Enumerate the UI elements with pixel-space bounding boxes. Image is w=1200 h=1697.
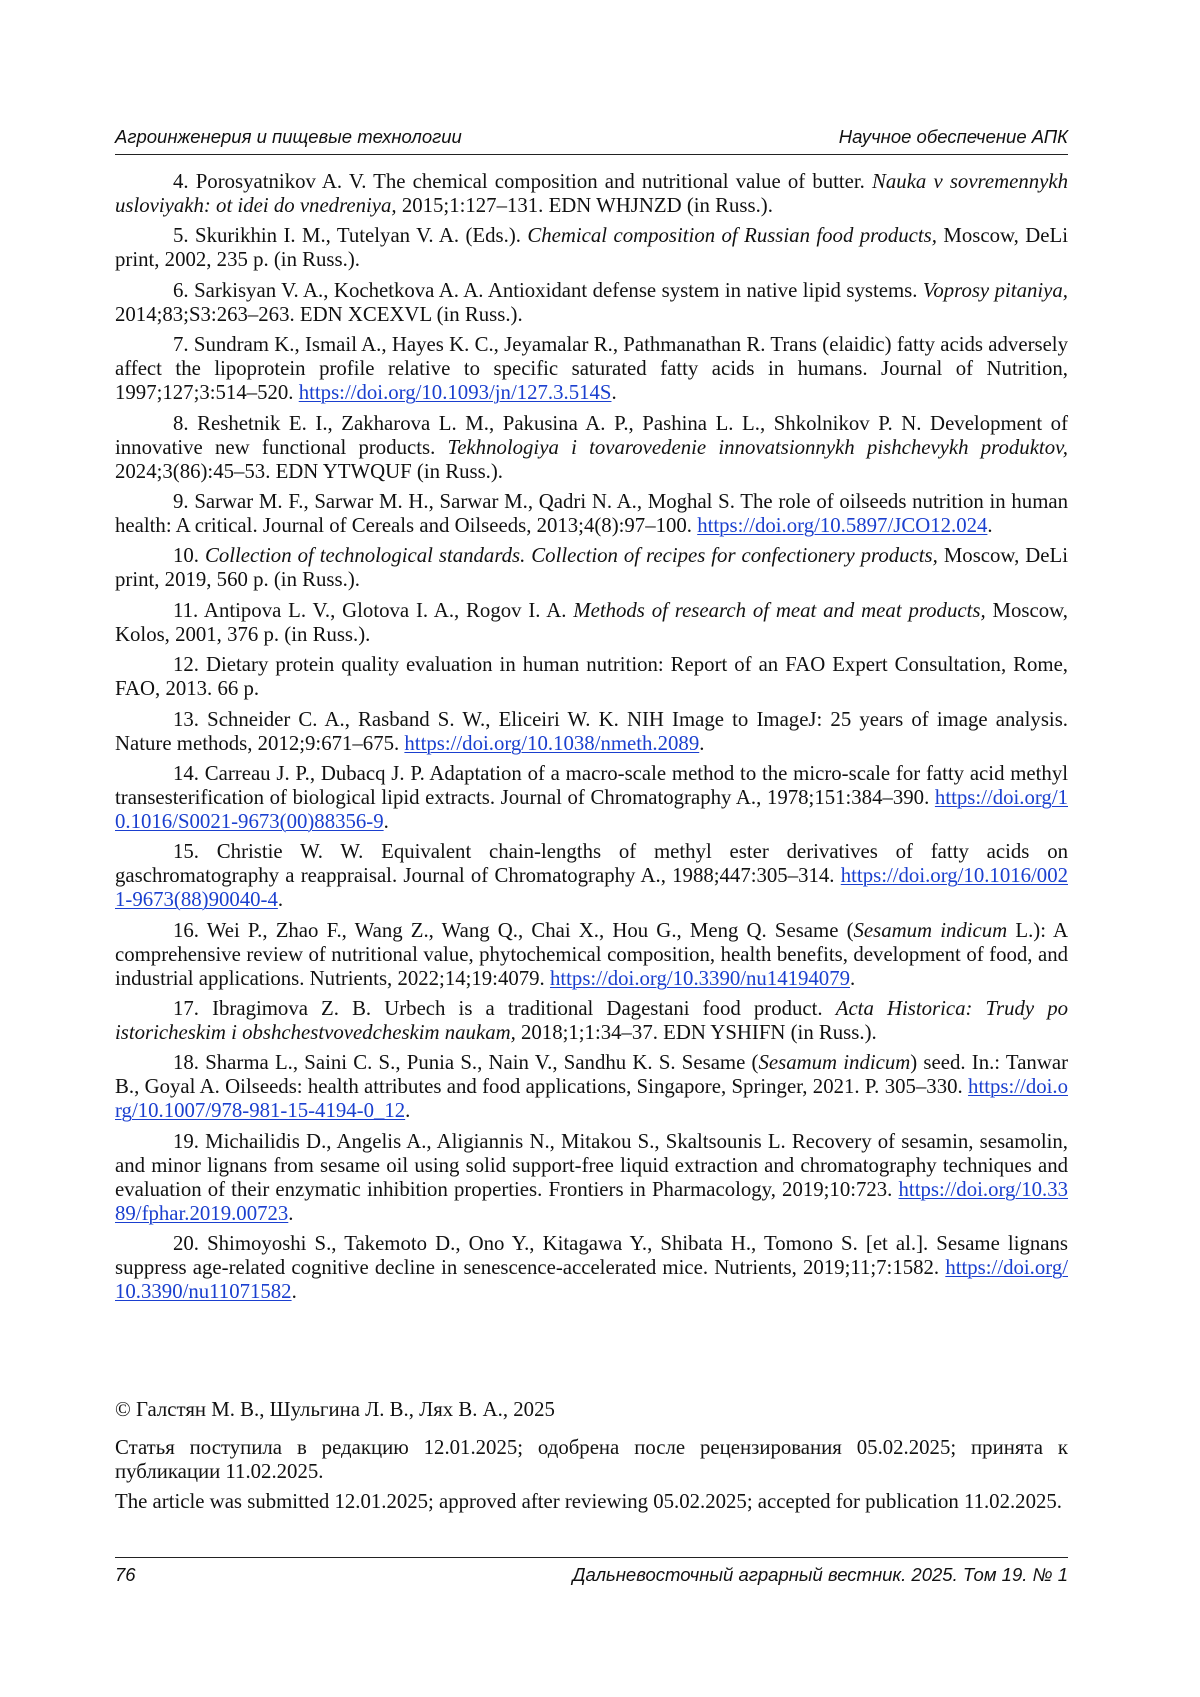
doi-link[interactable]: https://doi.org/10.3390/nu11071582 (115, 1256, 1068, 1304)
reference-text: 6. Sarkisyan V. A., Kochetkova A. A. Antioxidant defense system in native lipid systems. (173, 278, 923, 302)
reference-text: 11. Antipova L. V., Glotova I. A., Rogov I. A. (173, 598, 574, 622)
reference-text: . (611, 381, 617, 405)
doi-link[interactable]: https://doi.org/10.5897/JCO12.024 (697, 513, 988, 537)
header-section-right: Научное обеспечение АПК (838, 126, 1068, 147)
reference-italic-text: Sesamum indicum (853, 918, 1008, 942)
reference-text: . (277, 888, 284, 912)
reference-text: . (987, 513, 993, 537)
dates-en: The article was submitted 12.01.2025; approved after reviewing 05.02.2025; accepted for publication 11.02.2025. (115, 1490, 1062, 1514)
doi-link[interactable]: https://doi.org/10.1016/0021-9673(88)90040-4 (115, 864, 1068, 912)
reference-item (115, 333, 1068, 405)
reference-text: 16. Wei P., Zhao F., Wang Z., Wang Q., Chai X., Hou G., Meng Q. Sesame ( (173, 918, 854, 942)
reference-item (115, 997, 1068, 1045)
dates-ru: Статья поступила в редакцию 12.01.2025; одобрена после рецензирования 05.02.2025; принята к публикации 11.02.2025. (115, 1436, 1068, 1483)
reference-item (115, 840, 1068, 912)
reference-item (115, 653, 1068, 701)
reference-text: Moscow, DeLi print, 2019, 560 p. (in Russ.). (115, 544, 1068, 592)
reference-italic-text: Tekhnologiya i tovarovedenie innovatsionnykh pishchevykh produktov, (447, 435, 1068, 459)
reference-text: . (383, 809, 389, 833)
reference-list (115, 170, 1068, 1311)
reference-item (115, 544, 1068, 592)
reference-item (115, 490, 1068, 538)
reference-item (115, 1232, 1068, 1304)
reference-text: . (288, 1201, 294, 1225)
doi-link[interactable]: https://doi.org/10.1093/jn/127.3.514S (298, 381, 612, 405)
reference-italic-text: Collection of technological standards. Collection of recipes for confectionery products, (204, 544, 938, 568)
reference-text: . (405, 1099, 411, 1123)
reference-italic-text: Methods of research of meat and meat products, (573, 598, 986, 622)
reference-text: . (850, 966, 856, 990)
doi-link[interactable]: https://doi.org/10.3389/fphar.2019.00723 (115, 1177, 1068, 1225)
reference-text: L.): A comprehensive review of nutritional value, phytochemical composition, health benefits, development of food, and industrial applications. Nutrients, 2022;14;19:4079. (115, 918, 1068, 990)
reference-text: Moscow, Kolos, 2001, 376 p. (in Russ.). (115, 598, 1068, 646)
reference-italic-text: Sesamum indicum (758, 1051, 911, 1075)
reference-text: 14. Carreau J. P., Dubacq J. P. Adaptation of a macro-scale method to the micro-scale for fatty acid methyl transesterification of biological lipid extracts. Journal of Chromatography A., 1978;151:384–390. (115, 761, 1068, 809)
reference-item (115, 919, 1068, 991)
doi-link[interactable]: https://doi.org/10.1016/S0021-9673(00)88356-9 (115, 785, 1068, 833)
reference-text: Moscow, DeLi print, 2002, 235 p. (in Russ.). (115, 224, 1068, 272)
reference-text: . (291, 1280, 297, 1304)
journal-page (115, 0, 1068, 1697)
copyright-line: © Галстян М. В., Шульгина Л. В., Лях В. А., 2025 (115, 1398, 555, 1421)
reference-text: . (699, 731, 705, 755)
reference-text: 10. (173, 544, 205, 568)
reference-text: 2014;83;S3:263–263. EDN XCEXVL (in Russ.). (115, 302, 523, 326)
doi-link[interactable]: https://doi.org/10.3390/nu14194079 (549, 966, 851, 990)
reference-text: 15. Christie W. W. Equivalent chain-lengths of methyl ester derivatives of fatty acids on gaschromatography a reappraisal. Journal of Chromatography A., 1988;447:305–314. (115, 840, 1068, 888)
reference-text: 13. Schneider C. A., Rasband S. W., Eliceiri W. K. NIH Image to ImageJ: 25 years of image analysis. Nature methods, 2012;9:671–675. (115, 707, 1068, 755)
header-section-left: Агроинженерия и пищевые технологии (115, 126, 462, 147)
reference-text: 2015;1:127–131. EDN WHJNZD (in Russ.). (396, 194, 773, 217)
reference-text: 2018;1;1:34–37. EDN YSHIFN (in Russ.). (515, 1021, 877, 1045)
reference-item (115, 279, 1068, 327)
reference-item (115, 170, 1068, 218)
reference-text: 8. Reshetnik E. I., Zakharova L. M., Pakusina A. P., Pashina L. L., Shkolnikov P. N. Development of innovative new functional products. (115, 411, 1068, 459)
reference-text: 9. Sarwar M. F., Sarwar M. H., Sarwar M., Qadri N. A., Moghal S. The role of oilseeds nutrition in human health: A critical. Journal of Cereals and Oilseeds, 2013;4(8):97–100. (115, 489, 1068, 537)
reference-text: 18. Sharma L., Saini C. S., Punia S., Nain V., Sandhu K. S. Sesame ( (173, 1051, 759, 1075)
reference-item (115, 1130, 1068, 1226)
footer-rule (115, 1557, 1068, 1558)
reference-text: 12. Dietary protein quality evaluation in human nutrition: Report of an FAO Expert Consultation, Rome, FAO, 2013. 66 p. (115, 653, 1068, 701)
header-rule (115, 154, 1068, 155)
reference-text: 20. Shimoyoshi S., Takemoto D., Ono Y., Kitagawa Y., Shibata H., Tomono S. [et al.]. Sesame lignans suppress age-related cognitive decline in senescence-accelerated mice. Nutrients, 2019;11;7:1582. (115, 1232, 1068, 1280)
reference-text: ) seed. In.: Tanwar B., Goyal A. Oilseeds: health attributes and food applications, Singapore, Springer, 2021. P. 305–330. (115, 1051, 1068, 1099)
reference-item (115, 762, 1068, 834)
reference-italic-text: Chemical composition of Russian food products, (527, 224, 937, 248)
reference-text: 2024;3(86):45–53. EDN YTWQUF (in Russ.). (115, 459, 503, 483)
reference-italic-text: Nauka v sovremennykh usloviyakh: ot idei do vnedreniya, (115, 170, 1069, 217)
reference-item (115, 224, 1068, 272)
reference-item (115, 708, 1068, 756)
reference-italic-text: Voprosy pitaniya, (922, 278, 1068, 302)
reference-text: 5. Skurikhin I. M., Tutelyan V. A. (Eds.). (173, 224, 528, 248)
reference-italic-text: Acta Historica: Trudy po istoricheskim i obshchestvovedcheskim naukam, (115, 997, 1068, 1045)
reference-text: 19. Michailidis D., Angelis A., Aligiannis N., Mitakou S., Skaltsounis L. Recovery of sesamin, sesamolin, and minor lignans from sesame oil using solid support-free liquid extraction and chromatography techniques and evaluation of their enzymatic inhibition properties. Frontiers in Pharmacology, 2019;10:723. (115, 1129, 1068, 1201)
running-footer (115, 1562, 1068, 1588)
reference-text: 7. Sundram K., Ismail A., Hayes K. C., Jeyamalar R., Pathmanathan R. Trans (elaidic) fatty acids adversely affect the lipoprotein profile relative to specific saturated fatty acids in humans. Journal of Nutrition, 1997;127;3:514–520. (115, 333, 1068, 405)
reference-item (115, 599, 1068, 647)
journal-citation: Дальневосточный аграрный вестник. 2025. Том 19. № 1 (572, 1564, 1068, 1585)
doi-link[interactable]: https://doi.org/10.1038/nmeth.2089 (404, 731, 700, 755)
page-number: 76 (115, 1564, 136, 1585)
reference-item (115, 1051, 1068, 1123)
submission-dates (115, 1436, 1068, 1521)
reference-text: 17. Ibragimova Z. B. Urbech is a traditional Dagestani food product. (173, 997, 836, 1021)
running-header (115, 124, 1068, 150)
reference-item (115, 412, 1068, 484)
doi-link[interactable]: https://doi.org/10.1007/978-981-15-4194-0_12 (115, 1075, 1068, 1123)
reference-text: 4. Porosyatnikov A. V. The chemical composition and nutritional value of butter. (173, 170, 873, 193)
